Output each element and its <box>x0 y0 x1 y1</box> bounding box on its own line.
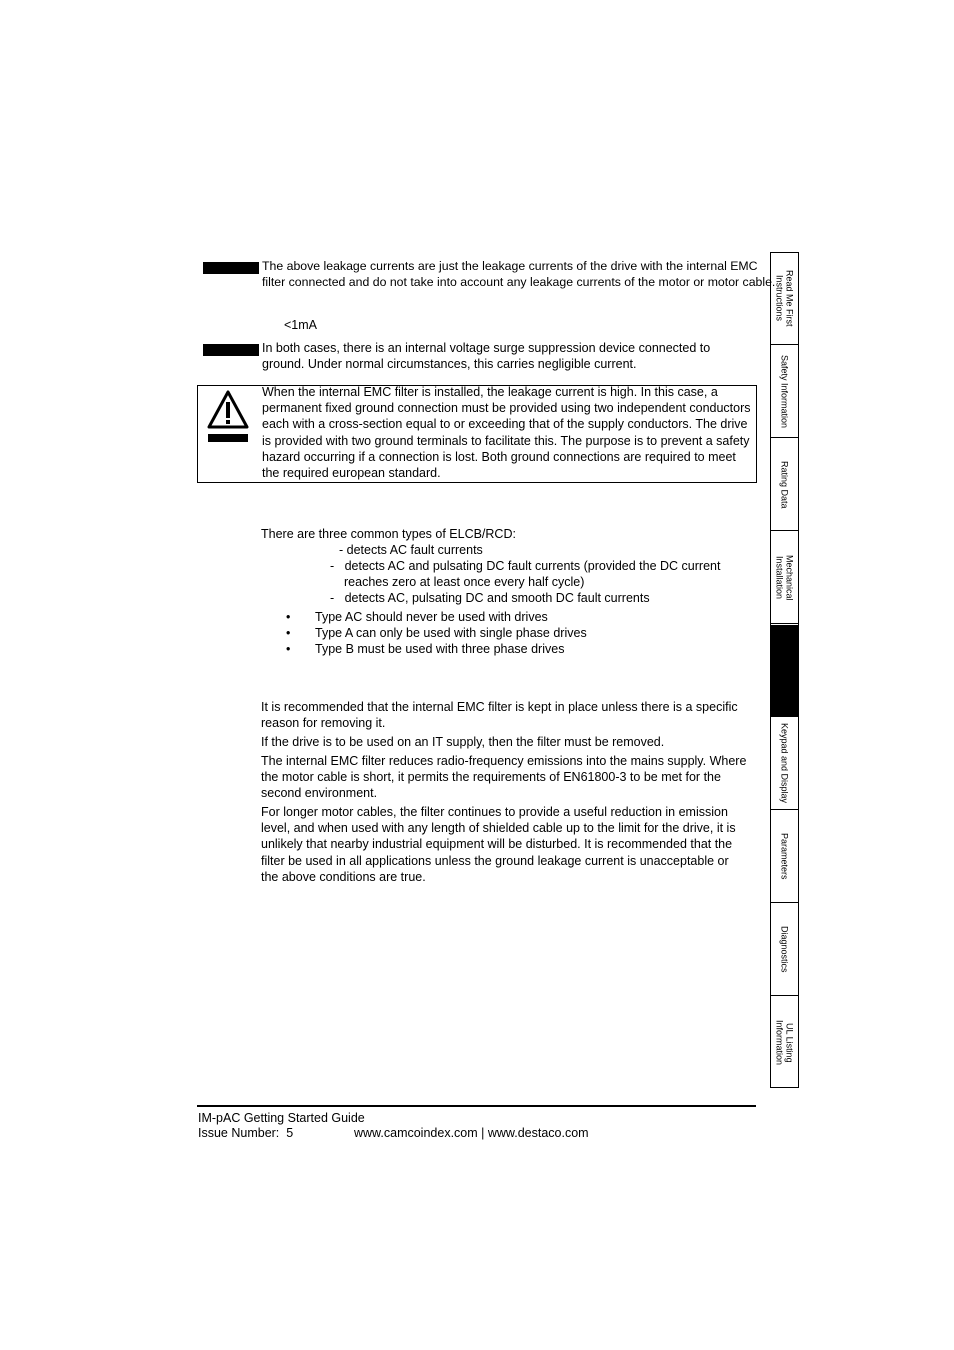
filter-line: The internal EMC filter reduces radio-frequency emissions into the mains supply. Where <box>261 754 747 768</box>
tab-diagnostics[interactable] <box>771 904 798 996</box>
leakage-note <box>262 258 775 290</box>
tab-label: Rating Data <box>779 460 790 509</box>
footer-rule <box>197 1105 756 1107</box>
tab-safety-information[interactable] <box>771 346 798 438</box>
filter-line: second environment. <box>261 786 378 801</box>
warning-line: is provided with two ground terminals to facilitate this. The purpose is to prevent a safety <box>262 433 750 448</box>
elcb-type-line: - detects AC and pulsating DC fault currents (provided the DC current <box>330 559 721 573</box>
tab-label: Diagnostics <box>779 926 790 973</box>
leakage-note-line: The above leakage currents are just the leakage currents of the drive with the internal EMC <box>262 259 758 273</box>
filter-line: level, and when used with any length of shielded cable up to the limit for the drive, it is <box>261 821 736 836</box>
note-marker <box>203 344 259 356</box>
warning-line: permanent fixed ground connection must be provided using two independent conductors <box>262 401 751 416</box>
tab-current-chapter[interactable] <box>771 625 798 717</box>
surge-note-line: ground. Under normal circumstances, this carries negligible current. <box>262 357 637 372</box>
tab-label: Parameters <box>779 833 790 880</box>
elcb-type-line: - detects AC fault currents <box>339 543 483 557</box>
warning-text <box>262 384 756 481</box>
leakage-note-line: filter connected and do not take into account any leakage currents of the motor or motor cable. <box>262 275 776 289</box>
elcb-type-line: reaches zero at least once every half cycle) <box>344 575 585 589</box>
note-marker <box>203 262 259 274</box>
tab-label: Safety Information <box>779 354 790 429</box>
elcb-type-line: - detects AC, pulsating DC and smooth DC fault currents <box>330 591 650 605</box>
elcb-bullet: Type B must be used with three phase drives <box>315 642 565 656</box>
tab-label: Keypad and Display <box>779 723 790 804</box>
bullet-icon: • <box>286 610 291 624</box>
warning-line: each with a cross-section equal to or exceeding that of the supply conductors. The drive <box>262 417 748 432</box>
surge-note <box>262 340 710 372</box>
leakage-value: <1mA <box>284 318 318 332</box>
warning-line: hazard occurring if a connection is lost. Both ground connections are required to meet <box>262 449 736 464</box>
tab-read-me-first[interactable] <box>771 253 798 345</box>
filter-line: reason for removing it. <box>261 716 386 731</box>
tab-parameters[interactable] <box>771 811 798 903</box>
elcb-bullet: Type A can only be used with single phase drives <box>315 626 587 640</box>
surge-note-line: In both cases, there is an internal voltage surge suppression device connected to <box>262 341 711 355</box>
filter-line: the above conditions are true. <box>261 869 426 884</box>
tab-mechanical-installation[interactable] <box>771 532 798 624</box>
warning-triangle-icon <box>206 389 250 445</box>
filter-line: unlikely that nearby industrial equipment will be disturbed. It is recommended that the <box>261 837 733 852</box>
elcb-bullet: Type AC should never be used with drives <box>315 610 548 624</box>
bullet-icon: • <box>286 642 291 656</box>
warning-line: When the internal EMC filter is installed, the leakage current is high. In this case, a <box>262 385 718 399</box>
filter-line: For longer motor cables, the filter continues to provide a useful reduction in emission <box>261 805 728 819</box>
tab-rating-data[interactable] <box>771 439 798 531</box>
tab-label: Mechanical Installation <box>774 554 795 601</box>
filter-line: the motor cable is short, it permits the requirements of EN61800-3 to be met for the <box>261 770 721 785</box>
filter-line: If the drive is to be used on an IT supply, then the filter must be removed. <box>261 735 665 749</box>
filter-paragraph-1 <box>261 699 738 731</box>
filter-paragraph-2 <box>261 734 664 750</box>
filter-line: It is recommended that the internal EMC filter is kept in place unless there is a specific <box>261 700 738 714</box>
filter-paragraph-3 <box>261 753 746 802</box>
tab-label: UL Listing Information <box>774 1020 795 1066</box>
elcb-intro: There are three common types of ELCB/RCD: <box>261 527 516 541</box>
filter-paragraph-4 <box>261 804 736 885</box>
tab-label: Read Me First Instructions <box>774 270 795 327</box>
warning-line: the required european standard. <box>262 466 441 481</box>
filter-line: filter be used in all applications unless the ground leakage current is unacceptable or <box>261 853 729 868</box>
bullet-icon: • <box>286 626 291 640</box>
chapter-tabs <box>770 252 799 1088</box>
tab-keypad-and-display[interactable] <box>771 718 798 810</box>
footer-urls[interactable]: www.camcoindex.com | www.destaco.com <box>354 1126 589 1140</box>
footer-issue-number: Issue Number: 5 <box>198 1126 294 1140</box>
tab-ul-listing-information[interactable] <box>771 997 798 1089</box>
footer-guide-title: IM-pAC Getting Started Guide <box>198 1111 365 1125</box>
